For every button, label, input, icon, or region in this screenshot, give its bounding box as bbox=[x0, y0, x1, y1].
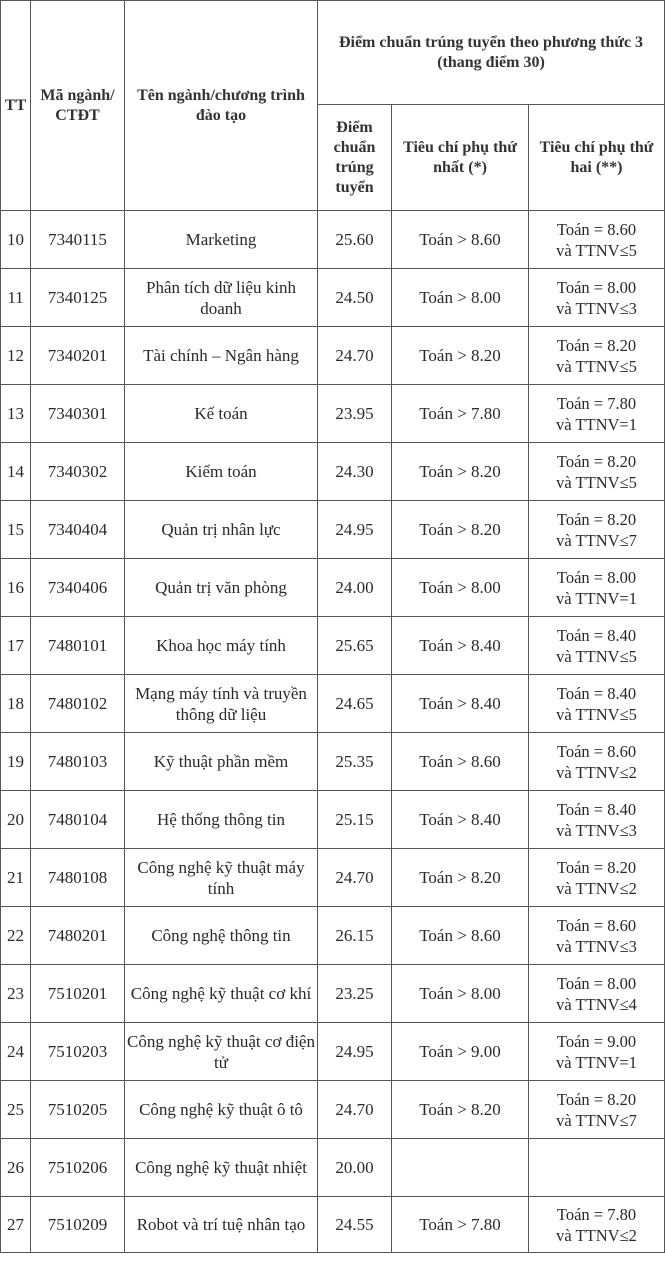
cell-program-name: Mạng máy tính và truyền thông dữ liệu bbox=[125, 675, 318, 733]
cell-criterion-2 bbox=[529, 443, 665, 501]
cell-tt: 22 bbox=[1, 907, 31, 965]
cell-code: 7510206 bbox=[31, 1139, 125, 1197]
table-row bbox=[1, 501, 665, 559]
table-row bbox=[1, 733, 665, 791]
header-code: Mã ngành/ CTĐT bbox=[31, 1, 125, 211]
cell-cutoff-score: 23.95 bbox=[318, 385, 392, 443]
cell-cutoff-score: 24.00 bbox=[318, 559, 392, 617]
cell-code: 7340301 bbox=[31, 385, 125, 443]
cell-criterion-1: Toán > 8.40 bbox=[392, 675, 529, 733]
table-row bbox=[1, 559, 665, 617]
cell-cutoff-score: 24.70 bbox=[318, 1081, 392, 1139]
cell-criterion-1: Toán > 8.40 bbox=[392, 617, 529, 675]
cell-cutoff-score: 25.35 bbox=[318, 733, 392, 791]
header-program-name: Tên ngành/chương trình đào tạo bbox=[125, 1, 318, 211]
cell-criterion-1: Toán > 8.00 bbox=[392, 559, 529, 617]
table-row bbox=[1, 1023, 665, 1081]
cell-criterion-2 bbox=[529, 617, 665, 675]
criterion-2-math: Toán = 8.20 bbox=[556, 335, 637, 355]
cell-program-name: Phân tích dữ liệu kinh doanh bbox=[125, 269, 318, 327]
cell-code: 7340115 bbox=[31, 211, 125, 269]
cell-code: 7480102 bbox=[31, 675, 125, 733]
cell-criterion-2 bbox=[529, 675, 665, 733]
criterion-2-math: Toán = 8.20 bbox=[556, 509, 637, 529]
cell-criterion-1: Toán > 7.80 bbox=[392, 1197, 529, 1253]
cell-code: 7510205 bbox=[31, 1081, 125, 1139]
cell-criterion-1: Toán > 9.00 bbox=[392, 1023, 529, 1081]
cell-code: 7510203 bbox=[31, 1023, 125, 1081]
criterion-2-priority: và TTNV≤5 bbox=[556, 356, 637, 376]
cell-criterion-1 bbox=[392, 1139, 529, 1197]
criterion-2-priority: và TTNV≤7 bbox=[556, 1110, 637, 1130]
cell-criterion-2 bbox=[529, 849, 665, 907]
table-row bbox=[1, 617, 665, 675]
cell-program-name: Công nghệ kỹ thuật cơ khí bbox=[125, 965, 318, 1023]
cell-criterion-2 bbox=[529, 1023, 665, 1081]
table-row bbox=[1, 849, 665, 907]
criterion-2-priority: và TTNV≤3 bbox=[556, 936, 637, 956]
cell-tt: 25 bbox=[1, 1081, 31, 1139]
table-row bbox=[1, 211, 665, 269]
cell-tt: 16 bbox=[1, 559, 31, 617]
cell-cutoff-score: 24.95 bbox=[318, 501, 392, 559]
cell-program-name: Marketing bbox=[125, 211, 318, 269]
table-row bbox=[1, 675, 665, 733]
criterion-2-math: Toán = 8.20 bbox=[556, 857, 637, 877]
cell-criterion-1: Toán > 8.20 bbox=[392, 849, 529, 907]
table-row bbox=[1, 327, 665, 385]
cell-criterion-2 bbox=[529, 559, 665, 617]
cell-cutoff-score: 23.25 bbox=[318, 965, 392, 1023]
cell-program-name: Công nghệ kỹ thuật cơ điện tử bbox=[125, 1023, 318, 1081]
cell-program-name: Robot và trí tuệ nhân tạo bbox=[125, 1197, 318, 1253]
table-row bbox=[1, 907, 665, 965]
cell-program-name: Kỹ thuật phần mềm bbox=[125, 733, 318, 791]
cell-criterion-1: Toán > 8.20 bbox=[392, 501, 529, 559]
criterion-2-priority: và TTNV=1 bbox=[556, 588, 637, 608]
cell-cutoff-score: 26.15 bbox=[318, 907, 392, 965]
cell-code: 7340302 bbox=[31, 443, 125, 501]
criterion-2-priority: và TTNV≤4 bbox=[556, 994, 637, 1014]
cell-code: 7480104 bbox=[31, 791, 125, 849]
cell-criterion-1: Toán > 8.40 bbox=[392, 791, 529, 849]
criterion-2-math: Toán = 8.00 bbox=[556, 277, 637, 297]
criterion-2-math: Toán = 8.40 bbox=[556, 683, 637, 703]
cell-tt: 26 bbox=[1, 1139, 31, 1197]
header-tt: TT bbox=[1, 1, 31, 211]
cell-criterion-1: Toán > 8.60 bbox=[392, 733, 529, 791]
cell-tt: 20 bbox=[1, 791, 31, 849]
cell-criterion-2 bbox=[529, 385, 665, 443]
criterion-2-math: Toán = 8.40 bbox=[556, 625, 637, 645]
criterion-2-math: Toán = 7.80 bbox=[556, 1204, 637, 1224]
cell-tt: 15 bbox=[1, 501, 31, 559]
cell-tt: 11 bbox=[1, 269, 31, 327]
cell-criterion-2 bbox=[529, 211, 665, 269]
cell-cutoff-score: 20.00 bbox=[318, 1139, 392, 1197]
cell-program-name: Công nghệ kỹ thuật ô tô bbox=[125, 1081, 318, 1139]
criterion-2-priority: và TTNV≤5 bbox=[556, 472, 637, 492]
cell-program-name: Kế toán bbox=[125, 385, 318, 443]
criterion-2-math: Toán = 9.00 bbox=[556, 1031, 637, 1051]
cell-code: 7340404 bbox=[31, 501, 125, 559]
criterion-2-priority: và TTNV≤3 bbox=[556, 820, 637, 840]
cell-cutoff-score: 24.70 bbox=[318, 327, 392, 385]
cell-tt: 12 bbox=[1, 327, 31, 385]
criterion-2-priority: và TTNV≤2 bbox=[556, 762, 637, 782]
criterion-2-priority: và TTNV=1 bbox=[556, 1052, 637, 1072]
cell-criterion-1: Toán > 8.20 bbox=[392, 443, 529, 501]
header-method3-group: Điểm chuẩn trúng tuyển theo phương thức 3 (thang điểm 30) bbox=[318, 1, 665, 105]
criterion-2-math: Toán = 8.40 bbox=[556, 799, 637, 819]
cell-cutoff-score: 25.65 bbox=[318, 617, 392, 675]
cell-code: 7340125 bbox=[31, 269, 125, 327]
table-body bbox=[1, 211, 665, 1253]
cell-criterion-2 bbox=[529, 965, 665, 1023]
cell-tt: 23 bbox=[1, 965, 31, 1023]
cell-cutoff-score: 24.50 bbox=[318, 269, 392, 327]
cell-cutoff-score: 24.55 bbox=[318, 1197, 392, 1253]
cell-tt: 10 bbox=[1, 211, 31, 269]
cell-tt: 24 bbox=[1, 1023, 31, 1081]
cell-criterion-1: Toán > 8.20 bbox=[392, 1081, 529, 1139]
cell-criterion-2 bbox=[529, 327, 665, 385]
table-row bbox=[1, 1139, 665, 1197]
cell-cutoff-score: 24.30 bbox=[318, 443, 392, 501]
table-row bbox=[1, 269, 665, 327]
cell-cutoff-score: 24.95 bbox=[318, 1023, 392, 1081]
table-row bbox=[1, 385, 665, 443]
cell-tt: 13 bbox=[1, 385, 31, 443]
criterion-2-math: Toán = 8.60 bbox=[556, 219, 637, 239]
cell-program-name: Công nghệ kỹ thuật nhiệt bbox=[125, 1139, 318, 1197]
cell-criterion-2 bbox=[529, 1139, 665, 1197]
cell-criterion-2 bbox=[529, 501, 665, 559]
cell-criterion-2 bbox=[529, 791, 665, 849]
cell-cutoff-score: 24.70 bbox=[318, 849, 392, 907]
cell-criterion-1: Toán > 8.00 bbox=[392, 269, 529, 327]
cell-program-name: Công nghệ kỹ thuật máy tính bbox=[125, 849, 318, 907]
cell-cutoff-score: 24.65 bbox=[318, 675, 392, 733]
criterion-2-math: Toán = 8.60 bbox=[556, 915, 637, 935]
cell-code: 7340201 bbox=[31, 327, 125, 385]
cell-cutoff-score: 25.60 bbox=[318, 211, 392, 269]
criterion-2-math: Toán = 8.00 bbox=[556, 567, 637, 587]
cell-code: 7480108 bbox=[31, 849, 125, 907]
criterion-2-priority: và TTNV≤5 bbox=[556, 646, 637, 666]
table-row bbox=[1, 1197, 665, 1253]
header-criterion-2: Tiêu chí phụ thứ hai (**) bbox=[529, 105, 665, 211]
table-row bbox=[1, 965, 665, 1023]
cell-code: 7480101 bbox=[31, 617, 125, 675]
cell-tt: 21 bbox=[1, 849, 31, 907]
criterion-2-math: Toán = 7.80 bbox=[556, 393, 637, 413]
cell-program-name: Công nghệ thông tin bbox=[125, 907, 318, 965]
cell-program-name: Quản trị văn phòng bbox=[125, 559, 318, 617]
cell-code: 7340406 bbox=[31, 559, 125, 617]
cell-criterion-1: Toán > 7.80 bbox=[392, 385, 529, 443]
criterion-2-math: Toán = 8.20 bbox=[556, 451, 637, 471]
cell-criterion-1: Toán > 8.60 bbox=[392, 211, 529, 269]
cell-cutoff-score: 25.15 bbox=[318, 791, 392, 849]
cell-criterion-1: Toán > 8.20 bbox=[392, 327, 529, 385]
criterion-2-priority: và TTNV≤2 bbox=[556, 1225, 637, 1245]
header-criterion-1: Tiêu chí phụ thứ nhất (*) bbox=[392, 105, 529, 211]
header-cutoff-score: Điểm chuẩn trúng tuyển bbox=[318, 105, 392, 211]
cell-code: 7480201 bbox=[31, 907, 125, 965]
cell-code: 7510201 bbox=[31, 965, 125, 1023]
cell-tt: 19 bbox=[1, 733, 31, 791]
cell-program-name: Hệ thống thông tin bbox=[125, 791, 318, 849]
cell-program-name: Kiểm toán bbox=[125, 443, 318, 501]
cell-criterion-1: Toán > 8.60 bbox=[392, 907, 529, 965]
cell-program-name: Tài chính – Ngân hàng bbox=[125, 327, 318, 385]
cell-tt: 18 bbox=[1, 675, 31, 733]
criterion-2-priority: và TTNV≤5 bbox=[556, 704, 637, 724]
criterion-2-math: Toán = 8.20 bbox=[556, 1089, 637, 1109]
criterion-2-priority: và TTNV≤7 bbox=[556, 530, 637, 550]
table-row bbox=[1, 443, 665, 501]
cell-program-name: Quản trị nhân lực bbox=[125, 501, 318, 559]
cell-tt: 17 bbox=[1, 617, 31, 675]
cell-criterion-2 bbox=[529, 907, 665, 965]
cell-tt: 14 bbox=[1, 443, 31, 501]
table-row bbox=[1, 1081, 665, 1139]
cell-program-name: Khoa học máy tính bbox=[125, 617, 318, 675]
cell-criterion-2 bbox=[529, 269, 665, 327]
criterion-2-priority: và TTNV=1 bbox=[556, 414, 637, 434]
cell-criterion-2 bbox=[529, 1081, 665, 1139]
cell-tt: 27 bbox=[1, 1197, 31, 1253]
cell-code: 7480103 bbox=[31, 733, 125, 791]
cell-code: 7510209 bbox=[31, 1197, 125, 1253]
criterion-2-math: Toán = 8.60 bbox=[556, 741, 637, 761]
criterion-2-priority: và TTNV≤3 bbox=[556, 298, 637, 318]
criterion-2-priority: và TTNV≤5 bbox=[556, 240, 637, 260]
cell-criterion-2 bbox=[529, 733, 665, 791]
criterion-2-priority: và TTNV≤2 bbox=[556, 878, 637, 898]
cell-criterion-2 bbox=[529, 1197, 665, 1253]
cell-criterion-1: Toán > 8.00 bbox=[392, 965, 529, 1023]
table-row bbox=[1, 791, 665, 849]
criterion-2-math: Toán = 8.00 bbox=[556, 973, 637, 993]
